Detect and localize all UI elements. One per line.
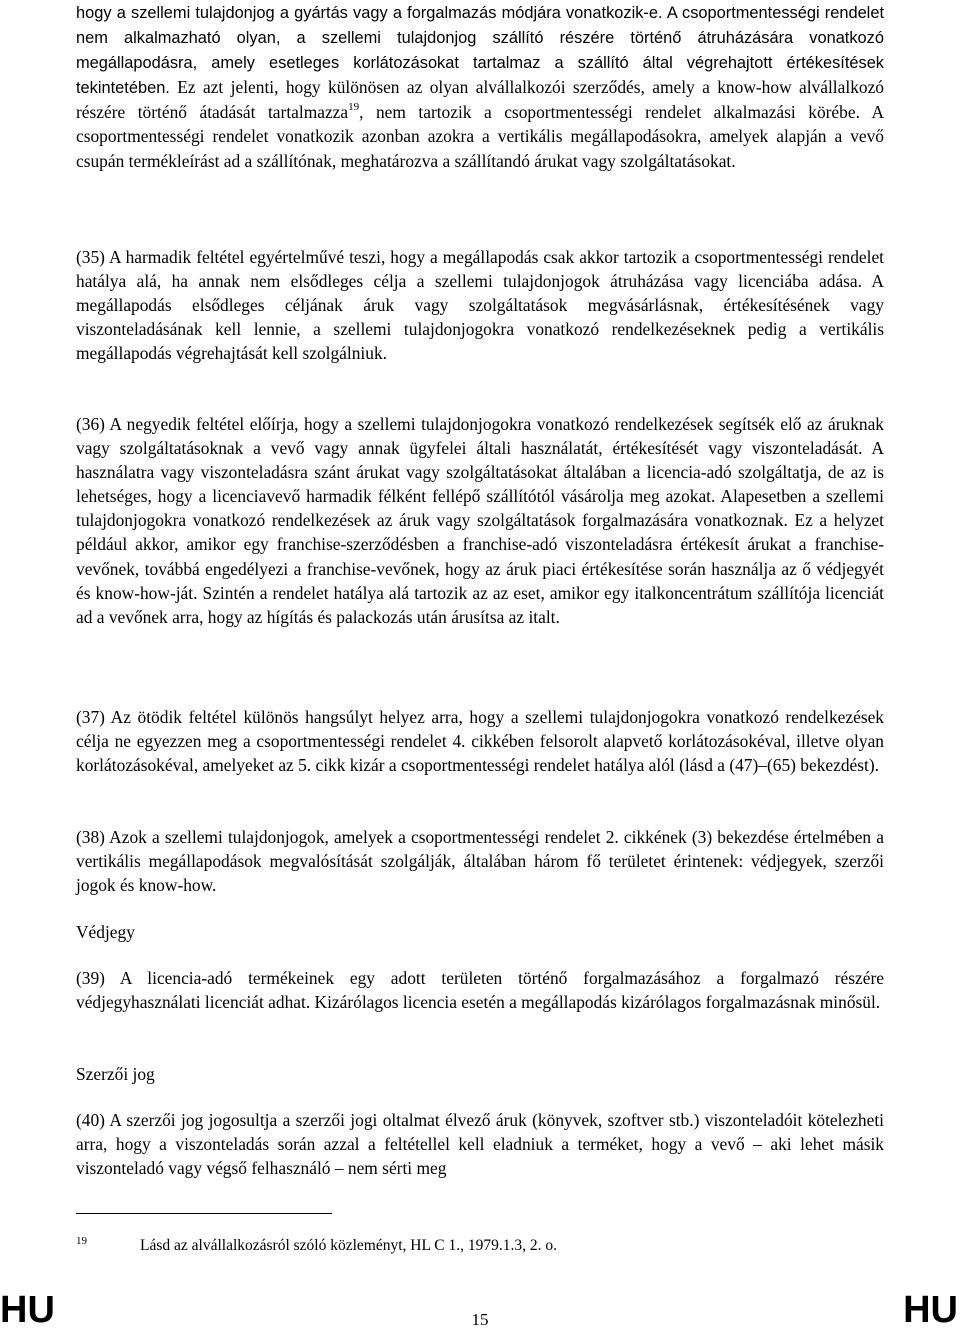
footnote-reference[interactable]: 19: [348, 100, 360, 113]
paragraph-continuation: [76, 0, 884, 173]
paragraph-37: (37) Az ötödik feltétel különös hangsúlyt helyez arra, hogy a szellemi tulajdonjogokra vonatkozó rendelkezések célja ne egyezzen meg a csoportmentességi rendelet 4. cikkében felsorolt alapvető korlátozásokéval, illetve olyan korlátozásokéval, amelyeket az 5. cikk kizár a csoportmentességi rendelet hatálya alól (lásd a (47)–(65) bekezdést).: [76, 707, 884, 776]
section-heading-szerzoi-jog: Szerzői jog: [76, 1064, 155, 1084]
footer-language-right: HU: [903, 1289, 958, 1331]
paragraph-40: (40) A szerzői jog jogosultja a szerzői jogi oltalmat élvező áruk (könyvek, szoftver stb.) viszonteladóit kötelezheti arra, hogy a viszonteladás során azzal a feltétellel kell eladniuk a terméket, hogy a vevő – aki lehet másik viszonteladó vagy végső felhasználó – nem sérti meg: [76, 1110, 884, 1179]
paragraph-35: (35) A harmadik feltétel egyértelművé teszi, hogy a megállapodás csak akkor tartozik a csoportmentességi rendelet hatálya alá, ha annak nem elsődleges célja a szellemi tulajdonjogok átruházása vagy licenciába adása. A megállapodás elsődleges céljának áruk vagy szolgáltatások megvásárlásnak, értékesítésének vagy viszonteladásának kell lennie, a szellemi tulajdonjogokra vonatkozó rendelkezéseknek pedig a vertikális megállapodás végrehajtását kell szolgálniuk.: [76, 247, 884, 364]
paragraph-38: (38) Azok a szellemi tulajdonjogok, amelyek a csoportmentességi rendelet 2. cikkének (3) bekezdése értelmében a vertikális megállapodások megvalósítását szolgálják, általában három fő területet érintenek: védjegyek, szerzői jogok és know-how.: [76, 827, 884, 896]
paragraph-continuation-text: Ez azt jelenti, hogy különösen az olyan alvállalkozói szerződés, amely a know-how alvállalkozó részére történő átadását tartalmazza: [76, 77, 884, 123]
paragraph-continuation-sans-text: hogy a szellemi tulajdonjog a gyártás vagy a forgalmazás módjára vonatkozik-e. A csoportmentességi rendelet nem alkalmazható olyan, a szellemi tulajdonjog szállító részére történő átruházására vonatkozó megállapodásra, amely esetleges korlátozásokat tartalmaz a szállító által végrehajtott értékesítések tekintetében.: [76, 4, 884, 98]
paragraph-36: (36) A negyedik feltétel előírja, hogy a szellemi tulajdonjogokra vonatkozó rendelkezések segítsék elő az áruknak vagy szolgáltatásoknak a vevő vagy annak ügyfelei általi használatát, értékesítését vagy viszonteladását. A használatra vagy viszonteladásra szánt árukat vagy szolgáltatásokat általában a licencia-adó szolgáltatja, de az is lehetséges, hogy a licenciavevő harmadik félként fellépő szállítótól vásárolja meg azokat. Alapesetben a szellemi tulajdonjogokra vonatkozó rendelkezések az áruk vagy szolgáltatások forgalmazására vonatkoznak. Ez a helyzet például akkor, amikor egy franchise-szerződésben a franchise-adó viszonteladásra értékesít árukat a franchise-vevőnek, továbbá engedélyezi a franchise-vevőnek, hogy az áruk piaci értékesítése során használja az ő védjegyét és know-how-ját. Szintén a rendelet hatálya alá tartozik az az eset, amikor egy italkoncentrátum szállítója licenciát ad a vevőnek arra, hogy az hígítás és palackozás után árusítsa az italt.: [76, 414, 884, 627]
footnote-text: Lásd az alvállalkozásról szóló közleményt, HL C 1., 1979.1.3, 2. o.: [140, 1237, 557, 1254]
section-heading-vedjegy: Védjegy: [76, 922, 135, 942]
page-number: 15: [471, 1310, 489, 1329]
paragraph-continuation-text-end: , nem tartozik a csoportmentességi rendelet alkalmazási körébe. A csoportmentességi rendelet vonatkozik azonban azokra a vertikális megállapodásokra, amelyek alapján a vevő csupán termékleírást ad a szállítónak, meghatározva a szállítandó árukat vagy szolgáltatásokat.: [76, 102, 885, 171]
paragraph-39: (39) A licencia-adó termékeinek egy adott területen történő forgalmazásához a forgalmazó részére védjegyhasználati licenciát adhat. Kizárólagos licencia esetén a megállapodás kizárólagos forgalmazásnak minősül.: [76, 968, 884, 1013]
footnote-separator: [76, 1213, 332, 1214]
footer-language-left: HU: [0, 1289, 55, 1331]
footnote-number: 19: [76, 1235, 87, 1247]
